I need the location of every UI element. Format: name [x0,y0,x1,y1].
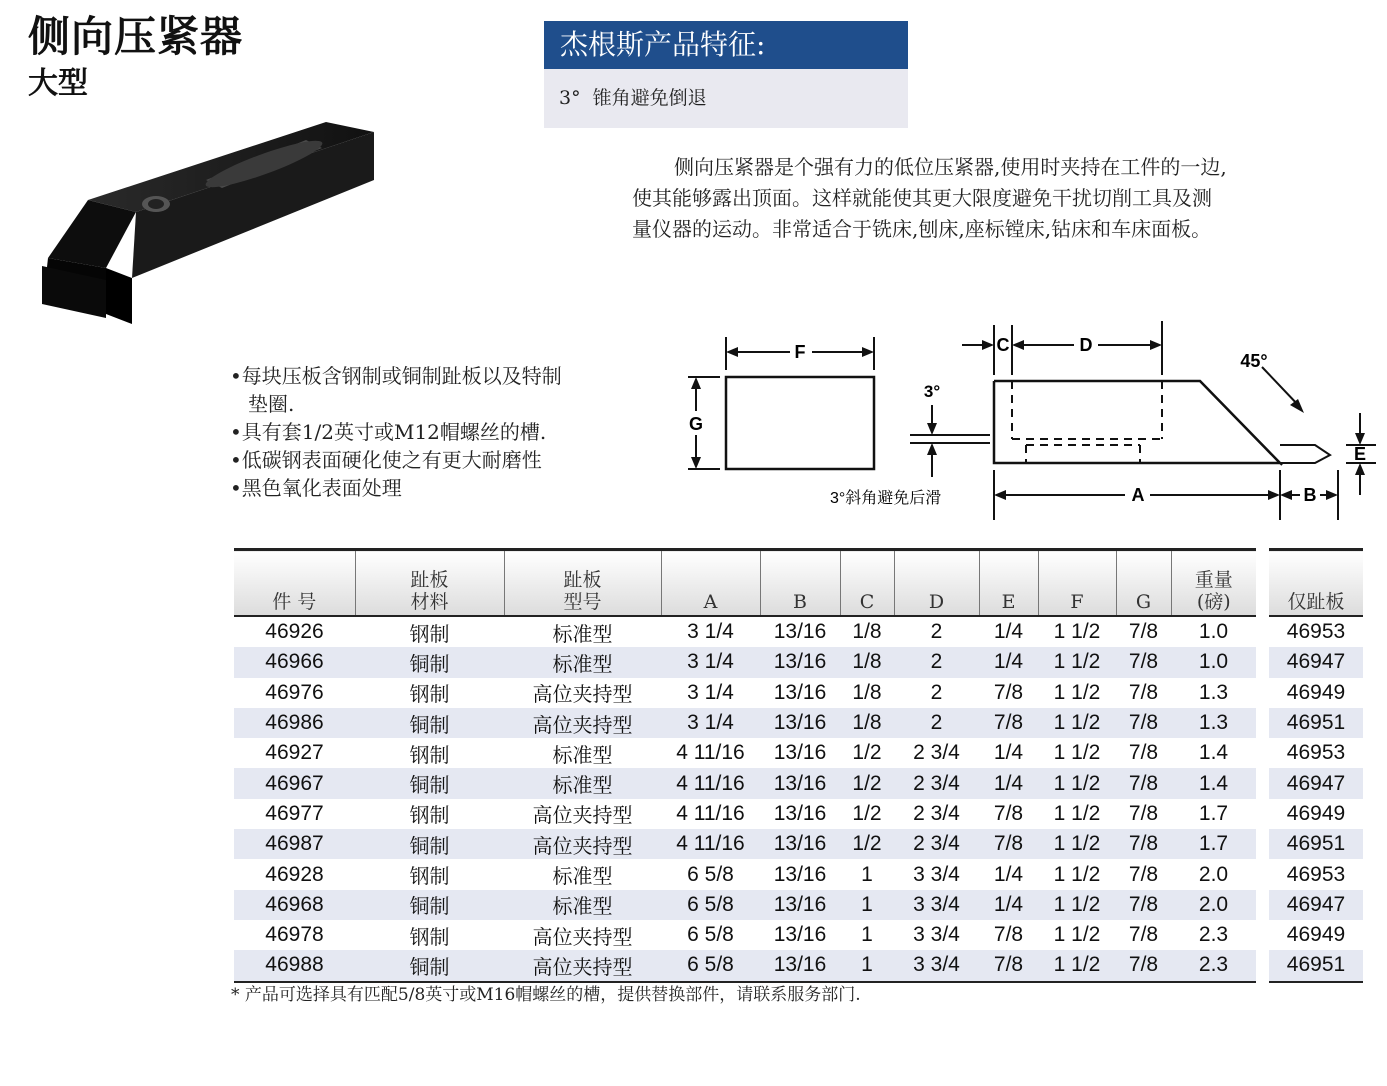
table-cell: 2 [930,620,943,644]
table-cell: 1.3 [1198,680,1229,704]
table-row [1269,950,1363,981]
table-cell: 2 3/4 [913,801,960,825]
table-cell: 1 1/2 [1038,950,1116,981]
column-header-line: 趾板 [563,569,602,591]
table-cell: 7/8 [979,950,1038,981]
table-cell: 7/8 [1128,801,1159,825]
table-cell: 2 3/4 [913,741,960,765]
column-header [979,550,1038,617]
table-cell: 标准型 [504,647,661,677]
table-cell: 1/4 [993,862,1024,886]
table-cell: 4 11/16 [676,801,745,825]
toe-part-number: 46947 [1269,890,1363,920]
table-cell: 铜制 [355,950,504,981]
table-cell: 1 [861,862,873,886]
column-header-line: 件 号 [272,591,317,613]
label-c: C [996,335,1010,355]
table-cell: 1/2 [852,801,882,825]
table-cell: 1 1/2 [1038,768,1116,798]
table-cell: 2 [894,647,979,677]
table-cell: 13/16 [760,829,840,859]
table-cell: 46927 [265,741,324,765]
table-cell: 7/8 [1128,741,1159,765]
table-row [234,616,1256,647]
table-cell: 1/8 [852,680,882,704]
table-cell: 13/16 [773,801,827,825]
dimension-diagram [670,315,1380,525]
table-cell: 高位夹持型 [504,829,661,859]
bullet-item: •具有套1/2英寸或M12帽螺丝的槽. [230,420,547,444]
table-cell: 1.7 [1198,801,1229,825]
table-cell: 1 [840,950,894,981]
table-cell: 标准型 [504,768,661,798]
table-row [234,708,1256,738]
table-cell: 46977 [265,801,324,825]
column-header-line: 材料 [410,591,449,613]
table-cell: 高位夹持型 [532,924,633,949]
product-description [632,152,1332,245]
diagram-note: 3°斜角避免后滑 [830,490,942,507]
table-cell: 7/8 [993,923,1024,947]
table-cell: 13/16 [773,862,827,886]
table-cell: 7/8 [1116,647,1171,677]
table-cell: 标准型 [504,890,661,920]
table-cell: 3 1/4 [661,647,760,677]
table-cell: 46976 [265,680,324,704]
table-row [1269,768,1363,798]
column-header [894,550,979,617]
column-header [1171,550,1256,617]
table-cell: 6 5/8 [661,890,760,920]
column-header-line: B [793,591,807,613]
table-cell: 1/4 [979,647,1038,677]
table-cell: 钢制 [409,924,450,949]
table-cell: 13/16 [760,708,840,738]
table-row [1269,829,1363,859]
table-cell: 7/8 [1116,890,1171,920]
table-cell: 46986 [234,708,355,738]
column-header [1038,550,1116,617]
toe-part-number: 46953 [1286,741,1346,765]
toe-part-number: 46951 [1269,950,1363,981]
bullet-item: 垫圈. [248,392,295,416]
table-cell: 钢制 [409,864,450,889]
label-a: A [1131,485,1145,505]
column-header-line: G [1135,591,1152,613]
table-cell: 6 5/8 [687,923,734,947]
spec-table [234,548,1256,983]
column-header-line: 型号 [563,591,602,613]
table-cell: 1/4 [993,741,1024,765]
table-cell: 钢制 [409,621,450,646]
table-row [1269,647,1363,677]
table-cell: 1 1/2 [1053,741,1101,765]
table-cell: 铜制 [355,890,504,920]
table-cell: 7/8 [993,801,1024,825]
table-cell: 3 3/4 [894,950,979,981]
table-row [234,890,1256,920]
bullet-item: •每块压板含钢制或铜制趾板以及特制 [230,364,562,388]
label-g: G [688,414,704,434]
column-header [504,550,661,617]
table-cell: 1/2 [840,829,894,859]
table-cell: 1.7 [1171,829,1256,859]
label-e: E [1353,444,1367,464]
table-cell: 7/8 [979,708,1038,738]
table-cell: 13/16 [760,647,840,677]
table-cell: 7/8 [1116,708,1171,738]
toe-part-number: 46949 [1286,923,1346,947]
table-cell: 铜制 [355,829,504,859]
table-cell: 6 5/8 [661,950,760,981]
table-cell: 4 11/16 [661,768,760,798]
label-d: D [1079,335,1093,355]
table-row [234,799,1256,829]
table-row [1269,859,1363,889]
table-cell: 1 [861,923,873,947]
table-cell: 3 3/4 [894,890,979,920]
table-cell: 标准型 [552,742,613,767]
toe-only-table [1269,548,1363,983]
table-cell: 1 1/2 [1053,680,1101,704]
table-row [1269,738,1363,768]
table-cell: 2.0 [1198,862,1229,886]
table-cell: 1.0 [1171,647,1256,677]
table-cell: 1.4 [1171,768,1256,798]
footnote: * 产品可选择具有匹配5/8英寸或M16帽螺丝的槽，提供替换部件，请联系服务部门. [231,985,861,1005]
table-cell: 1 1/2 [1038,829,1116,859]
table-cell: 46988 [234,950,355,981]
table-cell: 4 11/16 [676,741,745,765]
feature-box [544,21,908,128]
table-row [1269,890,1363,920]
table-cell: 46928 [265,862,324,886]
table-cell: 3 1/4 [687,620,734,644]
table-row [234,768,1256,798]
table-cell: 7/8 [993,680,1024,704]
table-cell: 46968 [234,890,355,920]
table-cell: 7/8 [1128,620,1159,644]
table-cell: 高位夹持型 [532,682,633,707]
table-cell: 46926 [265,620,324,644]
table-cell: 13/16 [773,680,827,704]
table-cell: 7/8 [1128,862,1159,886]
table-cell: 1/2 [840,768,894,798]
column-header [760,550,840,617]
table-cell: 高位夹持型 [504,950,661,981]
feature-item: 3° 锥角避免倒退 [559,87,707,109]
table-cell: 13/16 [773,741,827,765]
table-cell: 46987 [234,829,355,859]
toe-part-number: 46951 [1269,708,1363,738]
table-cell: 1/8 [852,620,882,644]
table-cell: 2 3/4 [894,768,979,798]
column-header-line: 重量 [1194,569,1233,591]
toe-part-number: 46951 [1269,829,1363,859]
table-cell: 46966 [234,647,355,677]
table-cell: 6 5/8 [687,862,734,886]
label-b: B [1303,485,1317,505]
table-cell: 2 3/4 [894,829,979,859]
table-cell: 46978 [265,923,324,947]
toe-part-number: 46949 [1286,680,1346,704]
feature-heading: 杰根斯产品特征: [544,21,908,69]
column-header-line: D [928,591,945,613]
table-cell: 铜制 [355,647,504,677]
table-cell: 1/8 [840,647,894,677]
table-row [234,738,1256,768]
table-cell: 7/8 [1128,923,1159,947]
table-cell: 高位夹持型 [532,803,633,828]
column-header-line: C [859,591,875,613]
table-cell: 1/4 [993,620,1024,644]
table-cell: 3 3/4 [913,862,960,886]
table-cell: 钢制 [409,742,450,767]
description-line: 侧向压紧器是个强有力的低位压紧器,使用时夹持在工件的一边, [674,155,1227,179]
table-cell: 铜制 [355,708,504,738]
bullet-item: •黑色氧化表面处理 [230,476,402,500]
toe-part-number: 46949 [1286,801,1346,825]
page-subtitle: 大型 [28,66,88,101]
table-cell: 高位夹持型 [504,708,661,738]
table-row [1269,616,1363,647]
column-header [355,550,504,617]
table-cell: 1 [840,890,894,920]
table-cell: 2.3 [1171,950,1256,981]
table-row [234,678,1256,708]
table-cell: 标准型 [552,864,613,889]
table-cell: 1/2 [852,741,882,765]
table-cell: 1 1/2 [1053,620,1101,644]
table-cell: 2 [930,680,943,704]
table-row [234,647,1256,677]
table-cell: 46967 [234,768,355,798]
table-cell: 7/8 [1116,768,1171,798]
description-line: 量仪器的运动。非常适合于铣床,刨床,座标镗床,钻床和车床面板。 [632,217,1212,241]
table-cell: 1 1/2 [1038,708,1116,738]
table-cell: 1.3 [1171,708,1256,738]
feature-bullets [230,362,630,502]
table-cell: 1.4 [1198,741,1229,765]
table-row [234,859,1256,889]
table-cell: 1.0 [1198,620,1229,644]
product-photo [36,118,406,330]
bullet-item: •低碳钢表面硬化使之有更大耐磨性 [230,448,542,472]
table-cell: 1 1/2 [1038,890,1116,920]
description-line: 使其能够露出顶面。这样就能使其更大限度避免干扰切削工具及测 [632,186,1212,210]
table-cell: 13/16 [760,890,840,920]
table-cell: 13/16 [773,620,827,644]
toe-part-number: 46953 [1286,620,1346,644]
table-cell: 3 3/4 [913,923,960,947]
toe-only-header: 仅趾板 [1269,550,1363,617]
table-cell: 2.3 [1198,923,1229,947]
column-header-line: E [1001,591,1016,613]
column-header [1116,550,1171,617]
page-title: 侧向压紧器 [28,12,244,61]
table-cell: 7/8 [979,829,1038,859]
table-cell: 1/4 [979,768,1038,798]
table-cell: 3 1/4 [661,708,760,738]
column-header-line: A [703,591,718,613]
table-cell: 2 [894,708,979,738]
table-row [234,829,1256,859]
column-header [661,550,760,617]
column-header [840,550,894,617]
table-row [234,950,1256,981]
table-cell: 2.0 [1171,890,1256,920]
table-cell: 7/8 [1116,829,1171,859]
table-cell: 1 1/2 [1053,862,1101,886]
label-f: F [794,342,806,362]
toe-part-number: 46953 [1286,862,1346,886]
column-header-line: F [1070,591,1084,613]
table-cell: 钢制 [409,803,450,828]
toe-part-number: 46947 [1269,647,1363,677]
label-3-deg: 3° [923,382,941,401]
column-header [234,550,355,617]
column-header-line: 趾板 [410,569,449,591]
table-cell: 1/4 [979,890,1038,920]
label-45-deg: 45° [1240,351,1268,371]
table-cell: 1 1/2 [1038,647,1116,677]
table-cell: 4 11/16 [661,829,760,859]
table-row [1269,678,1363,708]
table-row [1269,799,1363,829]
table-cell: 1/8 [840,708,894,738]
column-header-line: (磅) [1196,591,1231,613]
table-cell: 标准型 [552,621,613,646]
table-cell: 7/8 [1128,680,1159,704]
table-cell: 13/16 [760,768,840,798]
table-row [234,920,1256,950]
table-cell: 7/8 [1116,950,1171,981]
table-cell: 1 1/2 [1053,801,1101,825]
table-row [1269,708,1363,738]
table-cell: 3 1/4 [687,680,734,704]
table-cell: 铜制 [355,768,504,798]
table-cell: 1 1/2 [1053,923,1101,947]
table-cell: 13/16 [773,923,827,947]
table-cell: 13/16 [760,950,840,981]
toe-part-number: 46947 [1269,768,1363,798]
table-row [1269,920,1363,950]
table-cell: 钢制 [409,682,450,707]
